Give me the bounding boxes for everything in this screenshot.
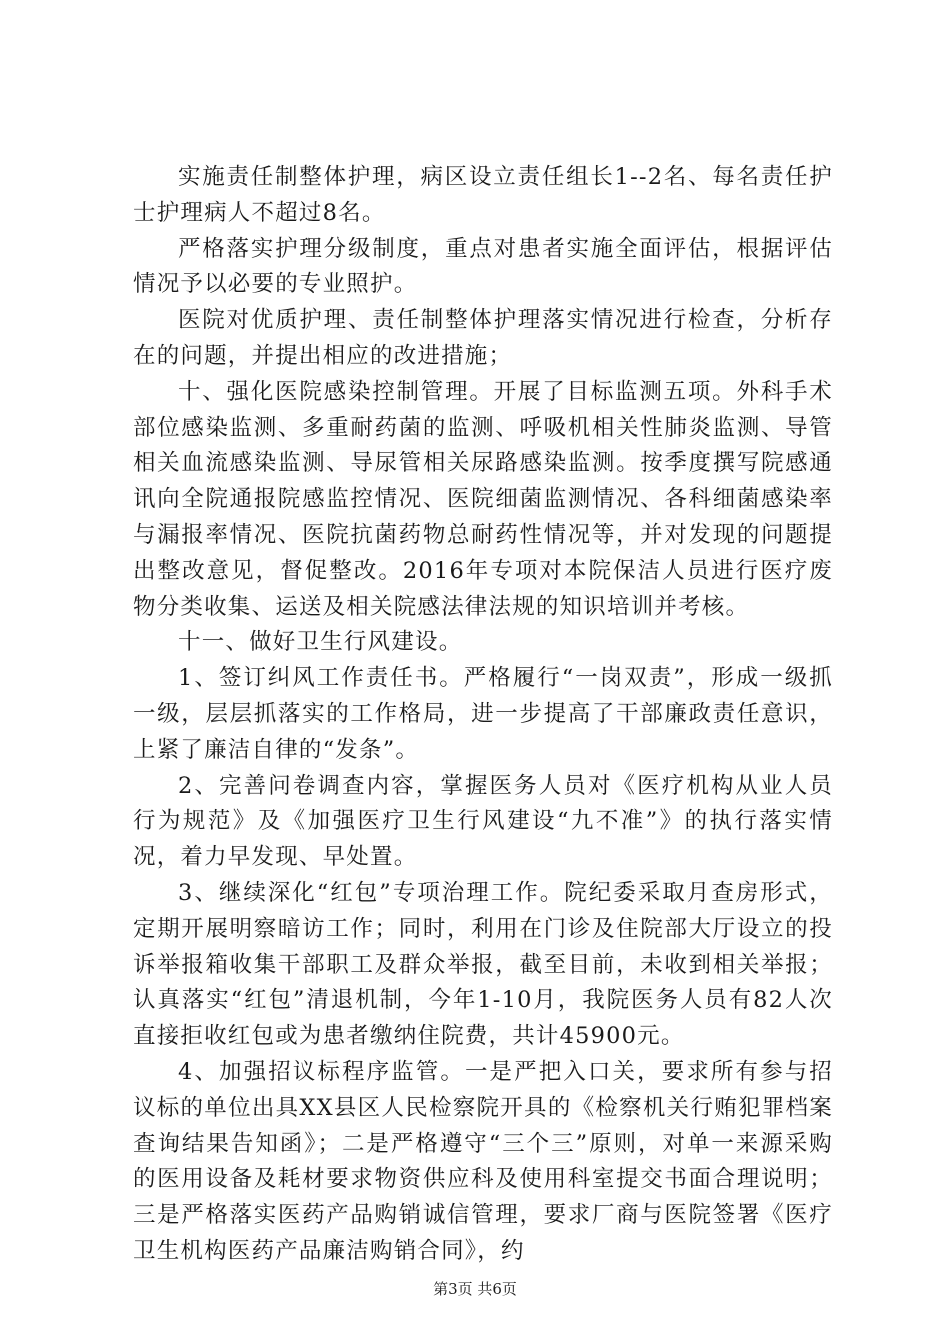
document-body xyxy=(133,160,833,1270)
page-footer: 第3页 共6页 xyxy=(433,1280,517,1298)
paragraph-item-2: 2、完善问卷调查内容，掌握医务人员对《医疗机构从业人员行为规范》及《加强医疗卫生行风建设“九不准”》的执行落实情况，着力早发现、早处置。 xyxy=(133,772,833,871)
paragraph-item-1: 1、签订纠风工作责任书。严格履行“一岗双责”，形成一级抓一级，层层抓落实的工作格局，进一步提高了干部廉政责任意识，上紧了廉洁自律的“发条”。 xyxy=(133,665,833,763)
paragraph-nursing-inspection: 医院对优质护理、责任制整体护理落实情况进行检查，分析存在的问题，并提出相应的改进措施； xyxy=(133,307,833,369)
section-heading-conduct: 十一、做好卫生行风建设。 xyxy=(178,629,463,656)
paragraph-nursing-responsibility: 实施责任制整体护理，病区设立责任组长1--2名、每名责任护士护理病人不超过8名。 xyxy=(133,164,833,226)
paragraph-item-3: 3、继续深化“红包”专项治理工作。院纪委采取月查房形式，定期开展明察暗访工作；同时，利用在门诊及住院部大厅设立的投诉举报箱收集干部职工及群众举报，截至目前，未收到相关举报；认真落实“红包”清退机制，今年1-10月，我院医务人员有82人次直接拒收红包或为患者缴纳住院费，共计45900元。 xyxy=(133,879,833,1050)
paragraph-item-4: 4、加强招议标程序监管。一是严把入口关，要求所有参与招议标的单位出具XX县区人民检察院开具的《检察机关行贿犯罪档案查询结果告知函》；二是严格遵守“三个三”原则，对单一来源采购的医用设备及耗材要求物资供应科及使用科室提交书面合理说明；三是严格落实医药产品购销诚信管理，要求厂商与医院签署《医疗卫生机构医药产品廉洁购销合同》，约 xyxy=(133,1058,833,1264)
paragraph-infection-control: 十、强化医院感染控制管理。开展了目标监测五项。外科手术部位感染监测、多重耐药菌的监测、呼吸机相关性肺炎监测、导管相关血流感染监测、导尿管相关尿路感染监测。按季度撰写院感通讯向全院通报院感监控情况、医院细菌监测情况、各科细菌感染率与漏报率情况、医院抗菌药物总耐药性情况等，并对发现的问题提出整改意见，督促整改。2016年专项对本院保洁人员进行医疗废物分类收集、运送及相关院感法律法规的知识培训并考核。 xyxy=(133,378,833,620)
paragraph-nursing-grading: 严格落实护理分级制度，重点对患者实施全面评估，根据评估情况予以必要的专业照护。 xyxy=(133,235,833,298)
